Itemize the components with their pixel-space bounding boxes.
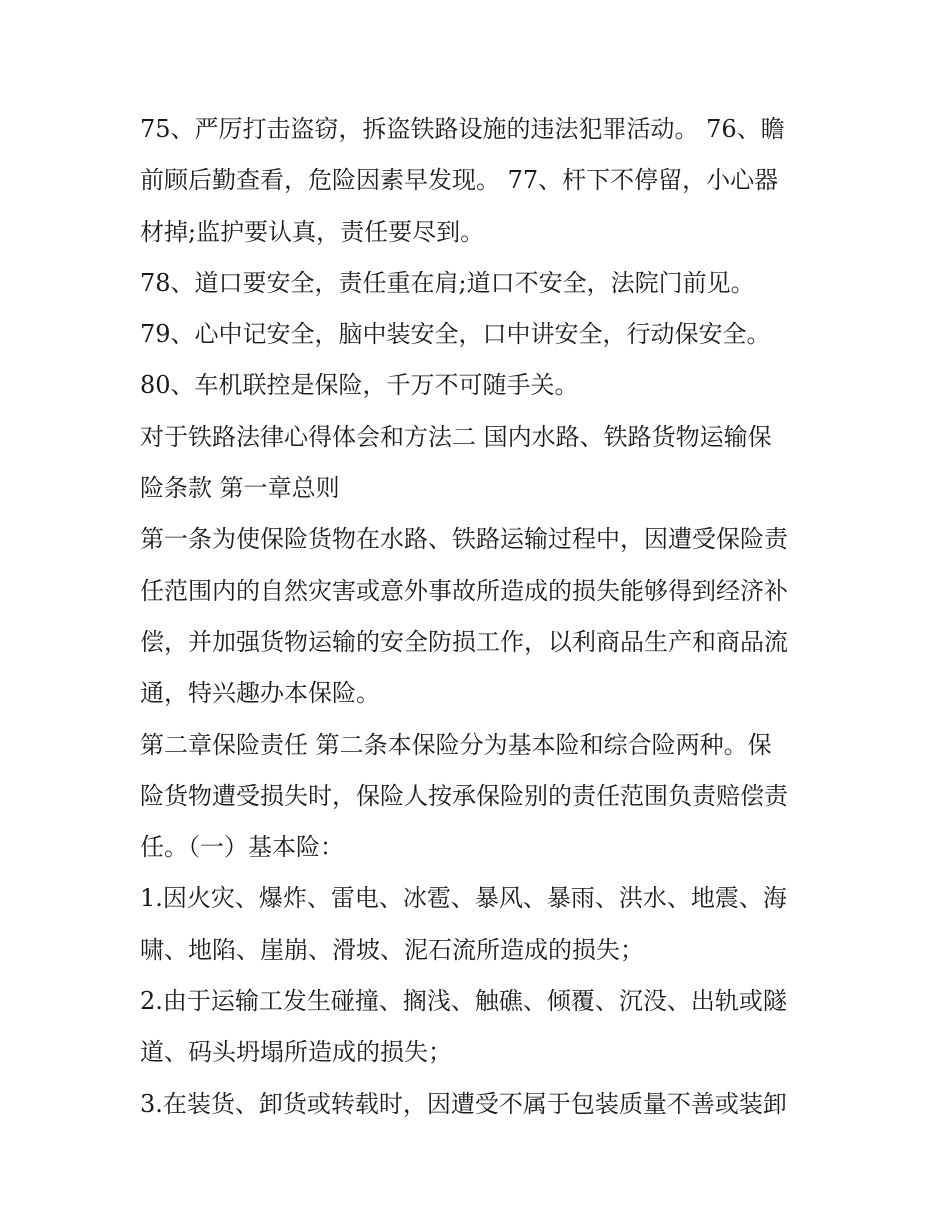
text-line-10: 任范围内的自然灾害或意外事故所造成的损失能够得到经济补: [140, 576, 788, 605]
text-line-15: 任。（一）基本险：: [140, 833, 344, 862]
text-line-2: 前顾后勤查看，危险因素早发现。 77、杆下不停留，小心器: [140, 166, 779, 195]
text-line-6: 80、车机联控是保险，千万不可随手关。: [140, 371, 579, 400]
text-line-9: 第一条为使保险货物在水路、铁路运输过程中，因遭受保险责: [140, 525, 788, 554]
document-body: [140, 104, 820, 1130]
text-line-17: 啸、地陷、崖崩、滑坡、泥石流所造成的损失；: [140, 935, 644, 964]
text-line-7: 对于铁路法律心得体会和方法二 国内水路、铁路货物运输保: [140, 422, 772, 451]
text-line-19: 道、码头坍塌所造成的损失；: [140, 1038, 452, 1067]
text-line-16: 1.因火灾、爆炸、雷电、冰雹、暴风、暴雨、洪水、地震、海: [140, 884, 787, 913]
text-line-3: 材掉;监护要认真，责任要尽到。: [140, 217, 485, 246]
text-line-8: 险条款 第一章总则: [140, 474, 340, 503]
text-line-13: 第二章保险责任 第二条本保险分为基本险和综合险两种。保: [140, 730, 772, 759]
text-line-4: 78、道口要安全，责任重在肩;道口不安全，法院门前见。: [140, 268, 755, 297]
text-line-1: 75、严厉打击盗窃，拆盗铁路设施的违法犯罪活动。 76、瞻: [140, 115, 785, 143]
text-line-18: 2.由于运输工发生碰撞、搁浅、触礁、倾覆、沉没、出轨或隧: [140, 987, 787, 1016]
text-line-14: 险货物遭受损失时，保险人按承保险别的责任范围负责赔偿责: [140, 781, 788, 810]
text-line-11: 偿，并加强货物运输的安全防损工作，以利商品生产和商品流: [140, 627, 788, 656]
text-line-20: 3.在装货、卸货或转载时，因遭受不属于包装质量不善或装卸: [140, 1089, 787, 1118]
text-line-5: 79、心中记安全，脑中装安全，口中讲安全，行动保安全。: [140, 320, 771, 349]
text-line-12: 通，特兴趣办本保险。: [140, 679, 380, 708]
